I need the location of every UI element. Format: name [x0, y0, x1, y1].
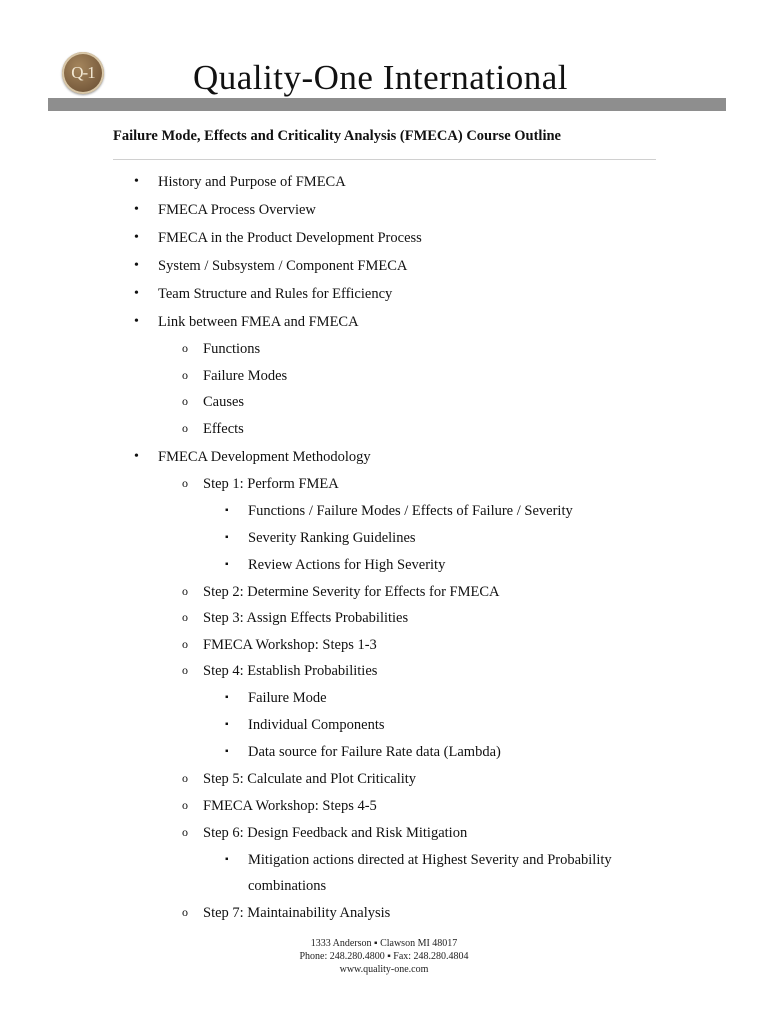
outline-subitem: o Step 4: Establish Probabilities	[203, 662, 377, 680]
outline-subitem: o Step 2: Determine Severity for Effects for FMECA	[203, 583, 500, 601]
outline-subsubitem: ▪ Individual Components	[248, 716, 385, 734]
company-name: Quality-One International	[193, 58, 569, 97]
logo	[62, 52, 104, 94]
outline-subitem: o Step 3: Assign Effects Probabilities	[203, 609, 408, 627]
outline-subitem: o Effects	[203, 420, 244, 438]
outline-subitem: o Causes	[203, 393, 244, 411]
outline-subsubitem: ▪ Data source for Failure Rate data (Lambda)	[248, 743, 501, 761]
logo-text: Q-1	[71, 63, 95, 82]
outline-subsubitem: ▪ Severity Ranking Guidelines	[248, 529, 416, 547]
outline-subsubitem: ▪ Functions / Failure Modes / Effects of Failure / Severity	[248, 502, 573, 520]
header-bar	[48, 98, 726, 111]
outline-item: • Team Structure and Rules for Efficiency	[158, 285, 392, 303]
footer-address: 1333 Anderson ▪ Clawson MI 48017	[310, 938, 458, 949]
outline-item: • FMECA in the Product Development Process	[158, 229, 422, 247]
document-title: Failure Mode, Effects and Criticality Analysis (FMECA) Course Outline	[113, 128, 561, 144]
footer-phone-fax: Phone: 248.280.4800 ▪ Fax: 248.280.4804	[299, 951, 469, 962]
outline-subitem: o Functions	[203, 340, 260, 358]
outline-subitem: o Failure Modes	[203, 367, 287, 385]
outline-item: • Link between FMEA and FMECA	[158, 313, 359, 331]
outline-subitem: o Step 5: Calculate and Plot Criticality	[203, 770, 416, 788]
outline-continuation: combinations	[248, 878, 327, 894]
outline-subitem: o Step 7: Maintainability Analysis	[203, 904, 390, 922]
title-divider	[113, 159, 656, 160]
outline-subitem: o Step 1: Perform FMEA	[203, 475, 339, 493]
outline-item: • System / Subsystem / Component FMECA	[158, 257, 407, 275]
outline-item: • History and Purpose of FMECA	[158, 173, 346, 191]
outline-item: • FMECA Process Overview	[158, 201, 316, 219]
outline-subsubitem: ▪ Review Actions for High Severity	[248, 556, 445, 574]
outline-subitem: o FMECA Workshop: Steps 1-3	[203, 636, 377, 654]
outline-subitem: o FMECA Workshop: Steps 4-5	[203, 797, 377, 815]
outline-subsubitem: ▪ Mitigation actions directed at Highest Severity and Probability	[248, 851, 612, 869]
outline-subitem: o Step 6: Design Feedback and Risk Mitigation	[203, 824, 467, 842]
footer-website: www.quality-one.com	[339, 964, 429, 975]
outline-subsubitem: ▪ Failure Mode	[248, 689, 327, 707]
outline-item: • FMECA Development Methodology	[158, 448, 371, 466]
